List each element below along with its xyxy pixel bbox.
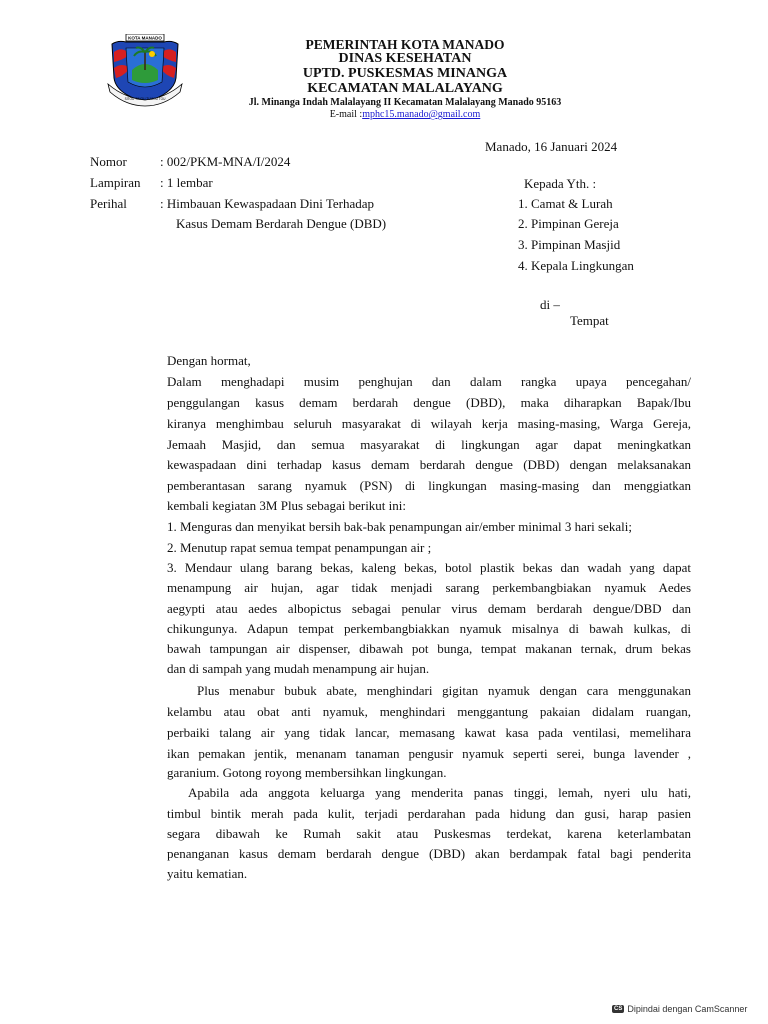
letterhead-district: KECAMATAN MALALAYANG	[307, 81, 503, 96]
lampiran-value: : 1 lembar	[160, 175, 213, 190]
body-line: aegypti atau aedes albopictus sebagai penular virus demam berdarah dengue/DBD dan	[167, 601, 691, 616]
perihal-label: Perihal	[90, 196, 127, 211]
perihal-value-line2: Kasus Demam Berdarah Dengue (DBD)	[176, 216, 387, 231]
body-line: Plus menabur bubuk abate, menghindari gigitan nyamuk dengan cara menggunakan	[197, 683, 691, 698]
letterhead-government: PEMERINTAH KOTA MANADO	[305, 37, 505, 52]
body-line: yaitu kematian.	[167, 866, 248, 881]
email-label: E-mail :	[329, 109, 363, 120]
body-line: Apabila ada anggota keluarga yang menderita panas tinggi, lemah, nyeri ulu hati,	[188, 785, 691, 800]
body-line: kelambu atau obat anti nyamuk, menghindari menggantung pakaian didalam ruangan,	[167, 704, 691, 719]
recipient-heading: Kepada Yth. :	[524, 176, 597, 191]
body-line: 2. Menutup rapat semua tempat penampungan air ;	[167, 540, 432, 555]
body-line: 3. Mendaur ulang barang bekas, kaleng bekas, botol plastik bekas dan wadah yang dapat	[167, 560, 691, 575]
recipient-item: 4. Kepala Lingkungan	[518, 258, 634, 273]
letterhead-puskesmas: UPTD. PUSKESMAS MINANGA	[302, 66, 508, 81]
recipient-item: 3. Pimpinan Masjid	[518, 237, 621, 252]
body-line: penggulangan kasus demam berdarah dengue (DBD), maka diharapkan Bapak/Ibu	[167, 395, 691, 410]
camscanner-text: Dipindai dengan CamScanner	[627, 1004, 748, 1014]
perihal-value-line1: : Himbauan Kewaspadaan Dini Terhadap	[160, 196, 374, 211]
body-line: dan di sampah yang mudah menampung air hujan.	[167, 661, 430, 676]
body-line: garanium. Gotong royong membersihkan lingkungan.	[167, 765, 447, 780]
recipient-tempat: Tempat	[570, 313, 609, 328]
body-line: kewaspadaan dini terhadap kasus demam berdarah dengue (DBD) dengan melaksanakan	[167, 457, 691, 472]
lampiran-label: Lampiran	[90, 175, 141, 190]
letterhead-email-line	[185, 109, 625, 120]
salutation: Dengan hormat,	[167, 353, 251, 368]
letterhead-department: DINAS KESEHATAN	[338, 51, 472, 66]
body-line: kiranya menghimbau seluruh masyarakat di wilayah kerja masing-masing, Warga Gereja,	[167, 416, 691, 431]
body-line: Dalam menghadapi musim penghujan dan dalam rangka upaya pencegahan/	[167, 374, 691, 389]
body-line: kembali kegiatan 3M Plus sebagai berikut ini:	[167, 498, 407, 513]
letterhead-address: Jl. Minanga Indah Malalayang II Kecamatan Malalayang Manado 95163	[248, 97, 562, 108]
body-line: 1. Menguras dan menyikat bersih bak-bak penampungan air/ember minimal 3 hari sekali;	[167, 519, 632, 534]
svg-text:KOTA MANADO: KOTA MANADO	[128, 35, 162, 41]
camscanner-logo-icon: CS	[614, 1006, 623, 1012]
body-line: chikungunya. Adapun tempat perkembangbiakkan nyamuk misalnya di bawah kulkas, di	[167, 621, 691, 636]
svg-text:SITOU TIMOU TUMOU TOU: SITOU TIMOU TUMOU TOU	[124, 97, 166, 101]
body-line: perbaiki talang air yang tidak lancar, memasang kawat kasa pada ventilasi, memelihara	[167, 725, 691, 740]
body-line: bawah tampungan air dispenser, dibawah pot bunga, tempat makanan ternak, drum bekas	[167, 641, 691, 656]
city-emblem-logo	[104, 34, 186, 108]
body-line: timbul bintik merah pada kulit, terjadi perdarahan pada hidung dan gusi, harap pasien	[167, 806, 691, 821]
body-line: Jemaah Masjid, dan semua masyarakat di lingkungan agar dapat meningkatkan	[167, 437, 691, 452]
recipient-item: 1. Camat & Lurah	[518, 196, 613, 211]
body-line: segara dibawah ke Rumah sakit atau Puskesmas terdekat, karena keterlambatan	[167, 826, 691, 841]
letter-date: Manado, 16 Januari 2024	[485, 139, 618, 154]
recipient-item: 2. Pimpinan Gereja	[518, 216, 619, 231]
body-line: menampung air hujan, agar tidak menjadi sarang perkembangbiakan nyamuk Aedes	[167, 580, 691, 595]
email-link[interactable]: mphc15.manado@gmail.com	[362, 109, 481, 120]
recipient-di: di –	[540, 297, 560, 312]
nomor-label: Nomor	[90, 154, 127, 169]
body-line: pemberantasan sarang nyamuk (PSN) di lingkungan masing-masing dan menggiatkan	[167, 478, 691, 493]
nomor-value: : 002/PKM-MNA/I/2024	[160, 154, 291, 169]
camscanner-watermark	[612, 1004, 747, 1014]
body-line: ikan pemakan jentik, menanam tanaman pengusir nyamuk seperti serei, bunga lavender ,	[167, 746, 691, 761]
body-line: penanganan kasus demam berdarah dengue (DBD) akan berdampak fatal bagi penderita	[167, 846, 691, 861]
